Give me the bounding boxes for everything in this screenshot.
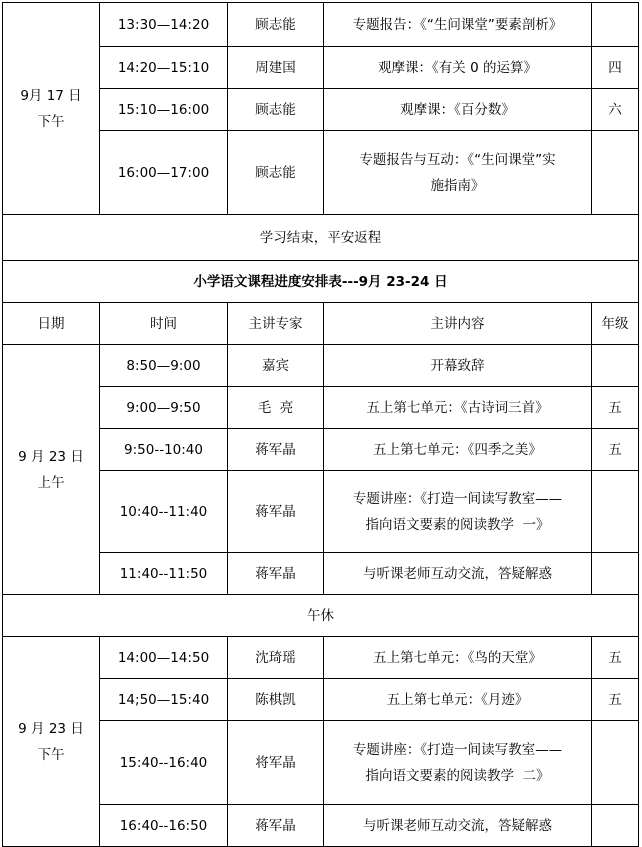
day-date: 9 月 23 日 (18, 720, 84, 737)
content-cell (324, 721, 592, 805)
content-line: 专题讲座：《打造一间读写教室—— (352, 741, 563, 758)
day-period: 下午 (37, 746, 65, 763)
time-cell: 10:40--11:40 (100, 471, 228, 553)
content-cell: 五上第七单元：《古诗词三首》 (324, 387, 592, 429)
content-cell: 与听课老师互动交流，答疑解惑 (324, 805, 592, 847)
speaker-cell: 周建国 (228, 47, 324, 89)
header-content: 主讲内容 (324, 303, 592, 345)
content-cell: 观摩课：《百分数》 (324, 89, 592, 131)
content-line: 专题讲座：《打造一间读写教室—— (352, 490, 563, 507)
speaker-cell: 顾志能 (228, 3, 324, 47)
speaker-cell: 陈棋凯 (228, 679, 324, 721)
time-cell: 9:50--10:40 (100, 429, 228, 471)
time-cell: 16:00—17:00 (100, 131, 228, 215)
grade-cell (592, 805, 639, 847)
speaker-cell: 蒋军晶 (228, 471, 324, 553)
closing-note: 学习结束，平安返程 (3, 215, 639, 261)
speaker-cell: 毛 亮 (228, 387, 324, 429)
grade-cell: 五 (592, 429, 639, 471)
header-row (3, 303, 639, 345)
content-line: 专题报告与互动：《“生问课堂”实 (359, 151, 556, 168)
content-cell: 专题报告：《“生问课堂”要素剖析》 (324, 3, 592, 47)
content-cell (324, 471, 592, 553)
grade-cell: 五 (592, 637, 639, 679)
time-cell: 14;50—15:40 (100, 679, 228, 721)
time-cell: 9:00—9:50 (100, 387, 228, 429)
schedule-table (2, 2, 639, 847)
table-row (3, 215, 639, 261)
grade-cell (592, 553, 639, 595)
day-cell (3, 345, 100, 595)
speaker-cell: 蒋军晶 (228, 553, 324, 595)
content-cell: 五上第七单元：《月迹》 (324, 679, 592, 721)
speaker-cell: 蒋军晶 (228, 429, 324, 471)
day-cell (3, 3, 100, 215)
grade-cell: 四 (592, 47, 639, 89)
table-row (3, 3, 639, 47)
speaker-cell: 将军晶 (228, 721, 324, 805)
content-line: 施指南》 (430, 177, 485, 194)
time-cell: 15:10—16:00 (100, 89, 228, 131)
speaker-cell: 蒋军晶 (228, 805, 324, 847)
time-cell: 15:40--16:40 (100, 721, 228, 805)
day-date: 9月 17 日 (20, 87, 82, 104)
header-grade: 年级 (592, 303, 639, 345)
day-date: 9 月 23 日 (18, 448, 84, 465)
day-period: 上午 (37, 474, 65, 491)
time-cell: 13:30—14:20 (100, 3, 228, 47)
speaker-cell: 沈琦瑶 (228, 637, 324, 679)
content-line: 指向语文要素的阅读教学 二》 (365, 767, 550, 784)
grade-cell (592, 131, 639, 215)
speaker-cell: 顾志能 (228, 131, 324, 215)
content-cell: 五上第七单元：《鸟的天堂》 (324, 637, 592, 679)
content-cell: 开幕致辞 (324, 345, 592, 387)
grade-cell: 五 (592, 679, 639, 721)
header-speaker: 主讲专家 (228, 303, 324, 345)
grade-cell (592, 3, 639, 47)
grade-cell: 六 (592, 89, 639, 131)
content-cell: 观摩课：《有关 0 的运算》 (324, 47, 592, 89)
header-date: 日期 (3, 303, 100, 345)
table-row (3, 261, 639, 303)
content-cell: 与听课老师互动交流，答疑解惑 (324, 553, 592, 595)
grade-cell: 五 (592, 387, 639, 429)
time-cell: 16:40--16:50 (100, 805, 228, 847)
grade-cell (592, 721, 639, 805)
time-cell: 8:50—9:00 (100, 345, 228, 387)
grade-cell (592, 471, 639, 553)
table-row (3, 345, 639, 387)
time-cell: 14:20—15:10 (100, 47, 228, 89)
day-cell (3, 637, 100, 847)
speaker-cell: 嘉宾 (228, 345, 324, 387)
grade-cell (592, 345, 639, 387)
schedule-title: 小学语文课程进度安排表---9月 23-24 日 (3, 261, 639, 303)
content-cell: 五上第七单元：《四季之美》 (324, 429, 592, 471)
time-cell: 11:40--11:50 (100, 553, 228, 595)
table-row (3, 595, 639, 637)
lunch-break: 午休 (3, 595, 639, 637)
time-cell: 14:00—14:50 (100, 637, 228, 679)
content-line: 指向语文要素的阅读教学 一》 (365, 516, 550, 533)
content-cell (324, 131, 592, 215)
header-time: 时间 (100, 303, 228, 345)
day-period: 下午 (37, 113, 65, 130)
table-row (3, 637, 639, 679)
speaker-cell: 顾志能 (228, 89, 324, 131)
